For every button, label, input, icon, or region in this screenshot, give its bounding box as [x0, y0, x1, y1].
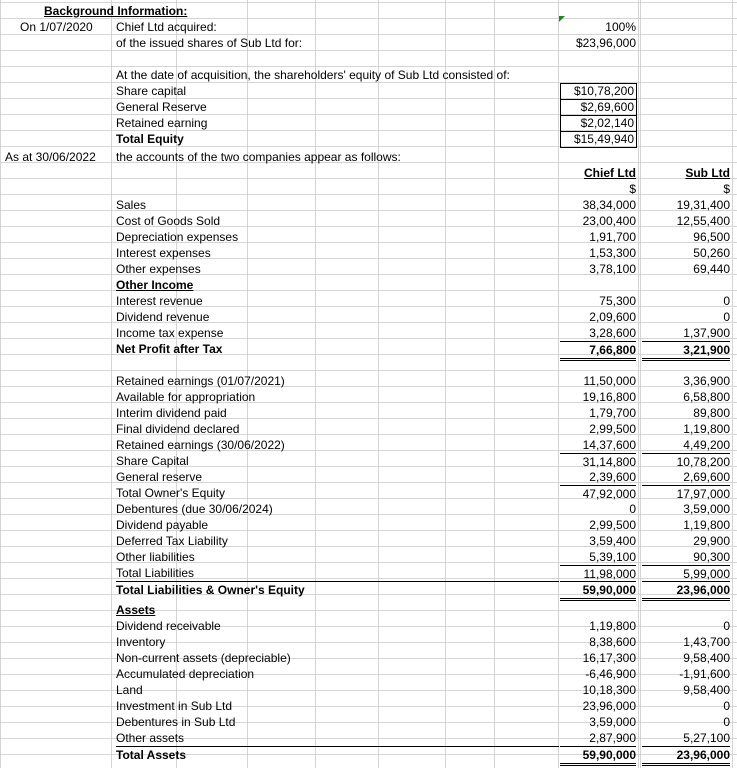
equity-intro: At the date of acquisition, the shareholders' equity of Sub Ltd consisted of:: [116, 68, 510, 82]
chief-value[interactable]: 11,50,000: [583, 374, 636, 388]
sub-value[interactable]: 1,19,800: [683, 518, 730, 532]
row-label: Sales: [116, 198, 147, 212]
row-label: Retained earnings (01/07/2021): [116, 374, 285, 388]
row-label: Land: [116, 683, 143, 697]
equity-item-value[interactable]: $10,78,200: [560, 83, 637, 100]
row-label: Income tax expense: [116, 326, 224, 340]
sub-value[interactable]: 1,37,900: [683, 326, 730, 340]
chief-value[interactable]: 1,53,300: [589, 246, 636, 260]
chief-value[interactable]: 10,18,300: [582, 683, 636, 697]
row-label: Non-current assets (depreciable): [116, 651, 291, 665]
chief-value[interactable]: 1,79,700: [589, 406, 636, 420]
row-label: Final dividend declared: [116, 422, 240, 436]
chief-value[interactable]: 31,14,800: [560, 453, 636, 470]
grid-col-line: [315, 0, 316, 768]
equity-item-label: General Reserve: [116, 100, 207, 114]
chief-value[interactable]: 5,39,100: [589, 550, 636, 564]
chief-value[interactable]: 59,90,000: [560, 581, 636, 601]
chief-currency: $: [629, 182, 636, 196]
row-label: Interest expenses: [116, 246, 211, 260]
acquisition-price[interactable]: $23,96,000: [575, 36, 636, 50]
chief-ltd-header: Chief Ltd: [584, 166, 636, 180]
row-label: Inventory: [116, 635, 166, 649]
row-label: Available for appropriation: [116, 390, 256, 404]
sub-ltd-header: Sub Ltd: [685, 166, 730, 180]
sub-value[interactable]: -1,91,600: [679, 667, 730, 681]
sub-value[interactable]: 23,96,000: [642, 746, 730, 766]
row-label: Interest revenue: [116, 294, 203, 308]
row-label: Total Liabilities: [116, 566, 195, 580]
sub-value[interactable]: 0: [723, 619, 730, 633]
sub-value[interactable]: 3,36,900: [683, 374, 730, 388]
sub-value[interactable]: 9,58,400: [683, 683, 730, 697]
row-label: Dividend revenue: [116, 310, 210, 324]
row-label: Assets: [116, 603, 156, 617]
grid-col-line: [111, 0, 112, 768]
row-label: Investment in Sub Ltd: [116, 699, 233, 713]
chief-value[interactable]: 3,78,100: [589, 262, 636, 276]
equity-item-label: Total Equity: [116, 132, 184, 146]
row-label: Other Income: [116, 278, 194, 292]
sub-currency: $: [723, 182, 730, 196]
acquired-text: Chief Ltd acquired:: [116, 20, 217, 34]
chief-value[interactable]: 47,92,000: [560, 485, 636, 502]
chief-value[interactable]: 23,00,400: [582, 214, 636, 228]
sub-value[interactable]: 3,21,900: [642, 341, 730, 361]
sub-value[interactable]: 3,59,000: [683, 502, 730, 516]
chief-value[interactable]: 16,17,300: [582, 651, 636, 665]
sub-value[interactable]: 5,99,000: [642, 565, 730, 582]
as-at-date: As at 30/06/2022: [5, 150, 96, 164]
row-label: Net Profit after Tax: [116, 342, 223, 356]
chief-value[interactable]: 3,28,600: [589, 326, 636, 340]
row-label: Accumulated depreciation: [116, 667, 255, 681]
row-label: Dividend payable: [116, 518, 209, 532]
chief-value[interactable]: 2,99,500: [589, 422, 636, 436]
chief-value[interactable]: 2,39,600: [589, 470, 636, 484]
equity-item-label: Retained earning: [116, 116, 208, 130]
grid-col-line: [558, 0, 559, 768]
chief-value[interactable]: 11,98,000: [560, 565, 636, 582]
sub-value[interactable]: 1,43,700: [683, 635, 730, 649]
grid-col-line: [445, 0, 446, 768]
row-label: Interim dividend paid: [116, 406, 227, 420]
sub-value[interactable]: 0: [723, 310, 730, 324]
sub-value[interactable]: 29,900: [693, 534, 730, 548]
chief-value[interactable]: 75,300: [599, 294, 636, 308]
chief-value[interactable]: 7,66,800: [560, 341, 636, 361]
row-label: Other assets: [116, 731, 185, 745]
chief-value[interactable]: 2,99,500: [589, 518, 636, 532]
sub-value[interactable]: 10,78,200: [642, 453, 730, 470]
chief-value[interactable]: 23,96,000: [582, 699, 636, 713]
chief-value[interactable]: 2,09,600: [589, 310, 636, 324]
row-label: General reserve: [116, 470, 203, 484]
chief-value[interactable]: 38,34,000: [582, 198, 636, 212]
sub-value[interactable]: 69,440: [693, 262, 730, 276]
row-label: Depreciation expenses: [116, 230, 239, 244]
sub-value[interactable]: 0: [723, 699, 730, 713]
chief-value[interactable]: -6,46,900: [585, 667, 636, 681]
sub-value[interactable]: 9,58,400: [683, 651, 730, 665]
row-label: Deferred Tax Liability: [116, 534, 228, 548]
sub-value[interactable]: 0: [723, 294, 730, 308]
row-label: Other liabilities: [116, 550, 195, 564]
chief-value[interactable]: 1,91,700: [589, 230, 636, 244]
issued-text: of the issued shares of Sub Ltd for:: [116, 36, 303, 50]
row-label: Other expenses: [116, 262, 201, 276]
grid-col-line: [638, 0, 639, 768]
sub-value[interactable]: 23,96,000: [642, 581, 730, 601]
sub-value[interactable]: 17,97,000: [642, 485, 730, 502]
row-label: Total Assets: [116, 746, 559, 763]
sub-value[interactable]: 50,260: [693, 246, 730, 260]
row-label: Dividend receivable: [116, 619, 221, 633]
grid-col-line: [378, 0, 379, 768]
sub-value[interactable]: 90,300: [693, 550, 730, 564]
chief-value[interactable]: 59,90,000: [560, 746, 636, 766]
sub-value[interactable]: 4,49,200: [683, 438, 730, 452]
row-label: Cost of Goods Sold: [116, 214, 221, 228]
chief-value[interactable]: 1,19,800: [589, 619, 636, 633]
chief-value[interactable]: 14,37,600: [582, 438, 636, 452]
sub-value[interactable]: 96,500: [693, 230, 730, 244]
row-label: Total Liabilities & Owner's Equity: [116, 581, 559, 598]
equity-item-value[interactable]: $2,69,600: [560, 99, 637, 116]
chief-value[interactable]: [560, 602, 636, 618]
sub-value[interactable]: 5,27,100: [683, 731, 730, 745]
row-label: Retained earnings (30/06/2022): [116, 438, 285, 452]
sub-value[interactable]: 6,58,800: [683, 390, 730, 404]
grid-col-line: [494, 0, 495, 768]
chief-value[interactable]: 2,87,900: [589, 731, 636, 745]
section-title: Background Information:: [44, 4, 188, 18]
equity-item-value[interactable]: $15,49,940: [560, 131, 637, 148]
acquired-percent[interactable]: 100%: [605, 20, 636, 34]
grid-col-line: [640, 0, 641, 768]
equity-item-label: Share capital: [116, 84, 187, 98]
sub-value[interactable]: 2,69,600: [683, 470, 730, 484]
sub-value[interactable]: [642, 277, 730, 293]
sub-value[interactable]: 1,19,800: [683, 422, 730, 436]
chief-value[interactable]: 8,38,600: [589, 635, 636, 649]
equity-item-value[interactable]: $2,02,140: [560, 115, 637, 132]
grid-col-line: [732, 0, 733, 768]
grid-col-line: [0, 0, 1, 768]
row-label: Debentures (due 30/06/2024): [116, 502, 273, 516]
chief-value[interactable]: 19,16,800: [582, 390, 636, 404]
sub-value[interactable]: 19,31,400: [676, 198, 730, 212]
chief-value[interactable]: 3,59,400: [589, 534, 636, 548]
as-at-text: the accounts of the two companies appear as follows:: [116, 150, 401, 164]
chief-value[interactable]: 0: [629, 502, 636, 516]
row-label: Share Capital: [116, 454, 189, 468]
chief-value[interactable]: 3,59,000: [589, 715, 636, 729]
sub-value[interactable]: 12,55,400: [676, 214, 730, 228]
sub-value[interactable]: 0: [723, 715, 730, 729]
row-label: Total Owner's Equity: [116, 486, 226, 500]
grid-row-line: [0, 370, 737, 371]
acquisition-date: On 1/07/2020: [20, 20, 93, 34]
chief-value[interactable]: [560, 277, 636, 293]
row-label: Debentures in Sub Ltd: [116, 715, 236, 729]
sub-value[interactable]: 89,800: [693, 406, 730, 420]
sub-value[interactable]: [642, 602, 730, 618]
